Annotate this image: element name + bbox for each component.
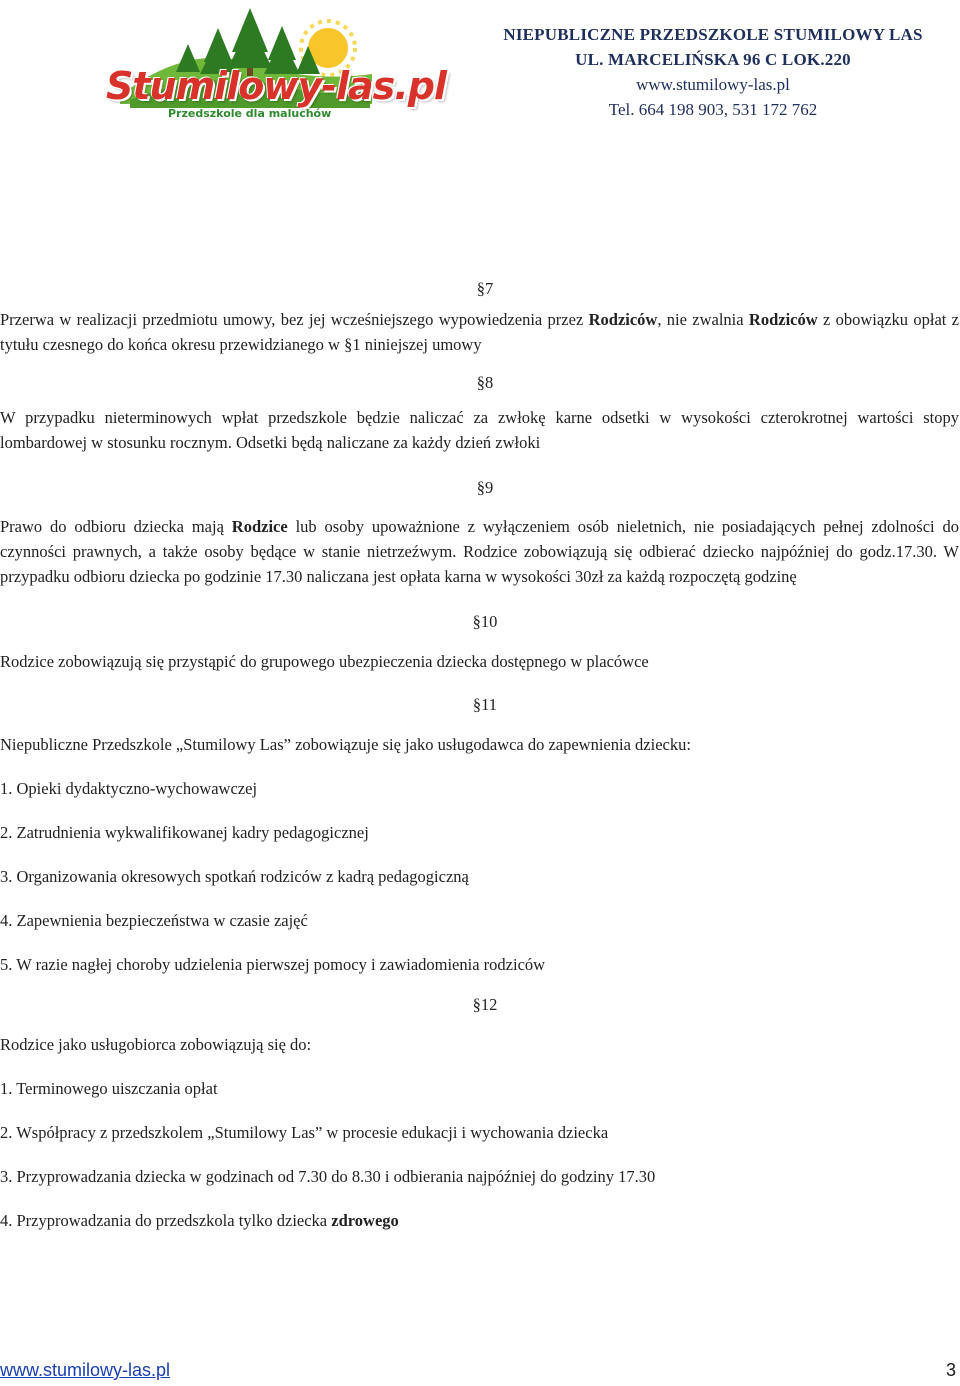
list-item: 4. Przyprowadzania do przedszkola tylko dziecka zdrowego: [0, 1211, 399, 1230]
bold-rodzicow: Rodziców: [588, 310, 658, 329]
section-9-paragraph: Prawo do odbioru dziecka mają Rodzice lub osoby upoważnione z wyłączeniem osób nieletnich, nie posiadających pełnej zdolności do czynności prawnych, a także osoby będące w stanie nietrzeźwym. Rodzice zobowiązują się odbierać dziecko najpóźniej do godz.17.30. W przypadku odbioru dziecka po godzinie 17.30 naliczana jest opłata karna w wysokości 30zł za każdą rozpoczętą godzinę: [0, 517, 960, 586]
section-12-intro: Rodzice jako usługobiorca zobowiązują się do:: [0, 1035, 312, 1054]
bold-rodzice: Rodzice: [231, 517, 288, 536]
organization-header: [478, 22, 948, 122]
list-item: 5. W razie nagłej choroby udzielenia pierwszej pomocy i zawiadomienia rodziców: [0, 955, 546, 974]
org-phone: Tel. 664 198 903, 531 172 762: [608, 100, 818, 119]
list-item: 1. Terminowego uiszczania opłat: [0, 1079, 218, 1098]
section-9-heading: §9: [476, 478, 494, 497]
logo-text: Stumilowy-las.pl: [106, 64, 446, 108]
logo: [100, 4, 446, 126]
bold-zdrowego: zdrowego: [331, 1211, 399, 1230]
list-item: 3. Organizowania okresowych spotkań rodziców z kadrą pedagogiczną: [0, 867, 469, 886]
section-10-heading: §10: [472, 612, 498, 631]
section-8-heading: §8: [476, 373, 494, 392]
document-body: [0, 276, 960, 1233]
list-item: 3. Przyprowadzania dziecka w godzinach od 7.30 do 8.30 i odbierania najpóźniej do godziny 17.30: [0, 1167, 656, 1186]
section-7-paragraph: Przerwa w realizacji przedmiotu umowy, bez jej wcześniejszego wypowiedzenia przez Rodziców, nie zwalnia Rodziców z obowiązku opłat z tytułu czesnego do końca okresu przewidzianego w §1 niniejszej umowy: [0, 310, 959, 354]
org-name: NIEPUBLICZNE PRZEDSZKOLE STUMILOWY LAS: [503, 25, 923, 44]
page-number: 3: [945, 1360, 956, 1380]
section-8-paragraph: W przypadku nieterminowych wpłat przedszkole będzie naliczać za zwłokę karne odsetki w wysokości czterokrotnej wartości stopy lombardowej w stosunku rocznym. Odsetki będą naliczane za każdy dzień zwłoki: [0, 408, 959, 452]
list-item: 2. Zatrudnienia wykwalifikowanej kadry pedagogicznej: [0, 823, 369, 842]
logo-subtitle: Przedszkole dla maluchów: [168, 107, 332, 120]
footer: [0, 1360, 960, 1386]
section-11-heading: §11: [472, 695, 498, 714]
section-12-heading: §12: [472, 995, 498, 1014]
list-item: 2. Współpracy z przedszkolem „Stumilowy Las” w procesie edukacji i wychowania dziecka: [0, 1123, 609, 1142]
section-10-paragraph: Rodzice zobowiązują się przystąpić do grupowego ubezpieczenia dziecka dostępnego w placówce: [0, 652, 649, 671]
list-item: 4. Zapewnienia bezpieczeństwa w czasie zajęć: [0, 911, 308, 930]
section-7-heading: §7: [476, 279, 494, 298]
bold-rodzicow: Rodziców: [748, 310, 818, 329]
list-item: 1. Opieki dydaktyczno-wychowawczej: [0, 779, 258, 798]
org-website: www.stumilowy-las.pl: [636, 75, 790, 94]
org-address: UL. MARCELIŃSKA 96 C LOK.220: [575, 50, 851, 69]
section-11-intro: Niepubliczne Przedszkole „Stumilowy Las” zobowiązuje się jako usługodawca do zapewnienia dziecku:: [0, 735, 691, 754]
footer-website-link[interactable]: www.stumilowy-las.pl: [0, 1360, 171, 1380]
